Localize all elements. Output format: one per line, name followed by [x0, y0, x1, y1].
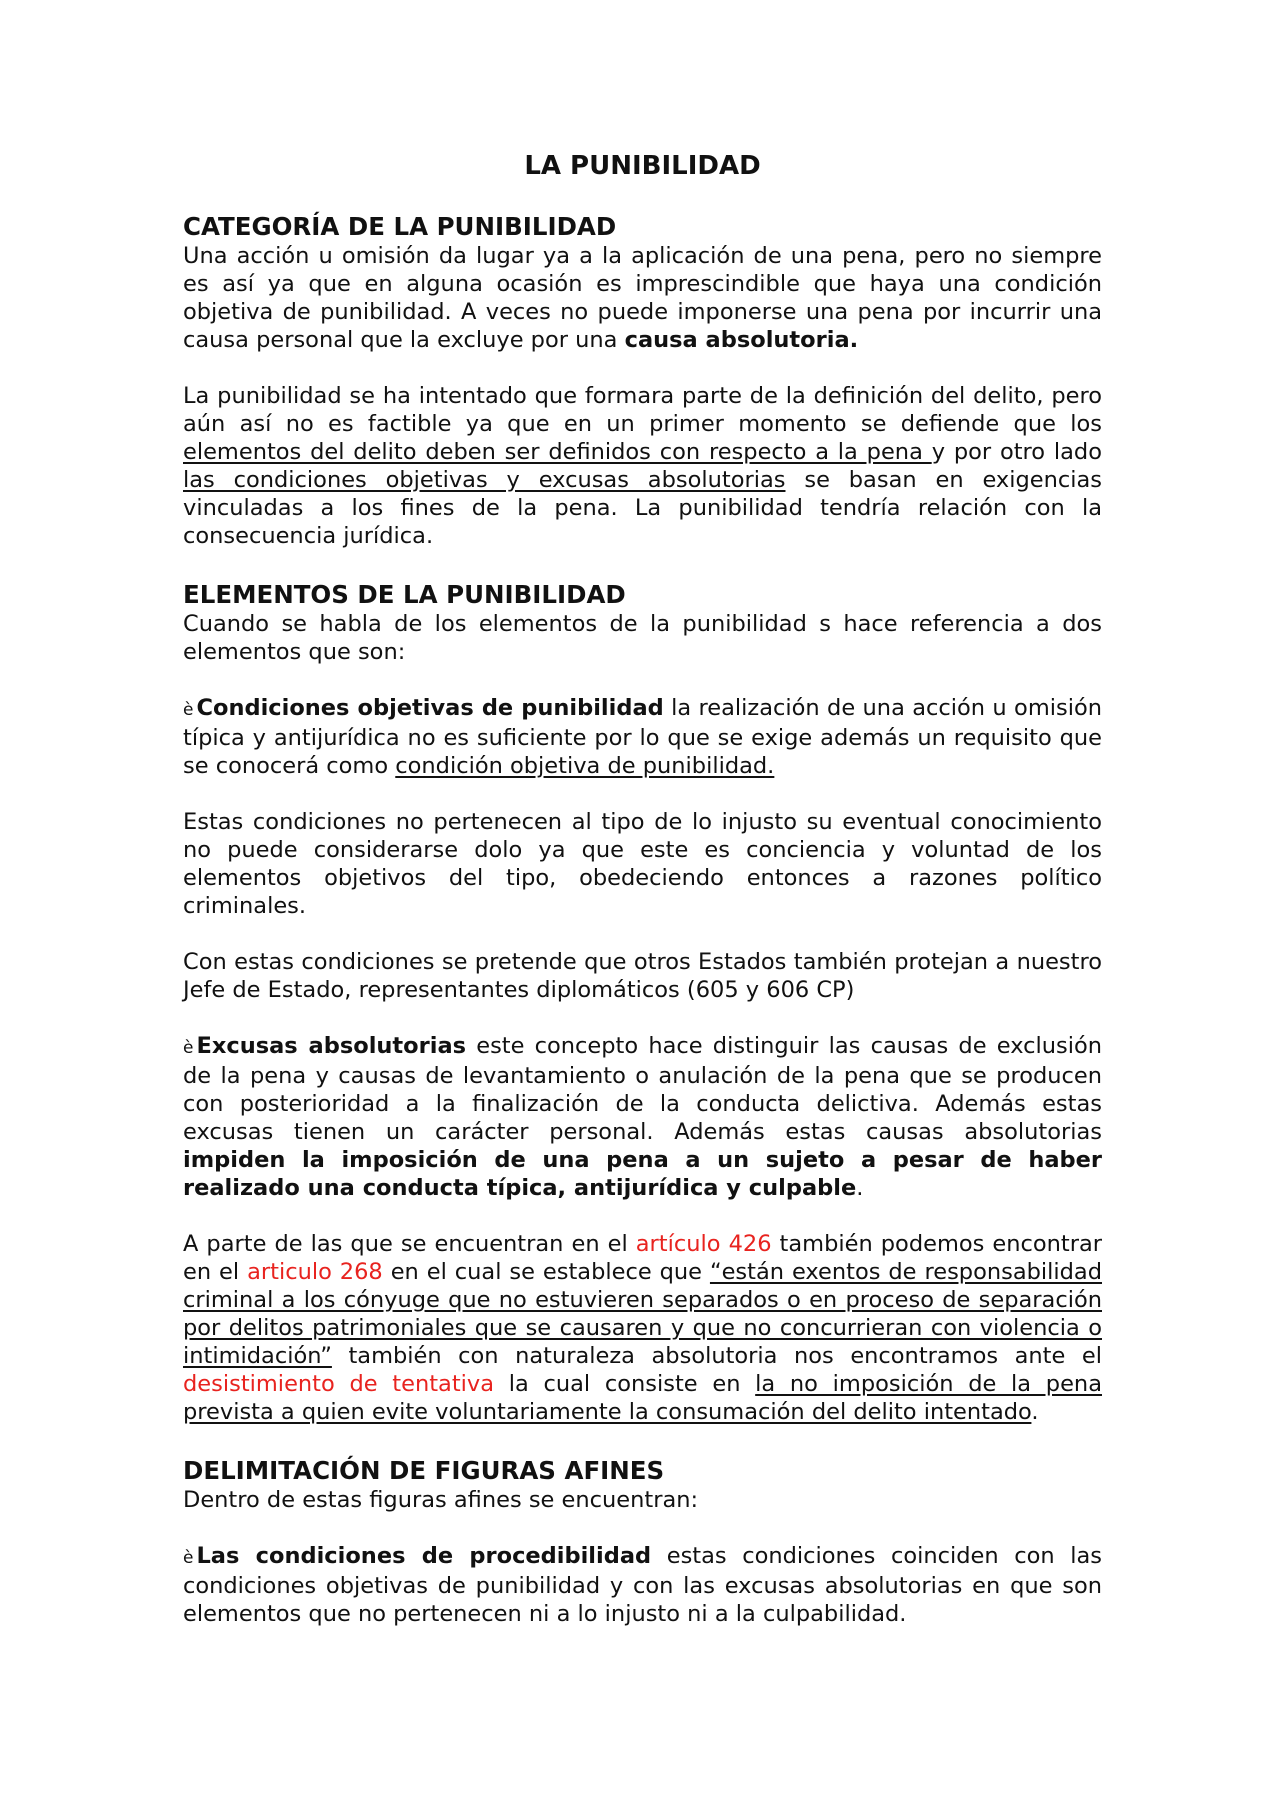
heading-categoria: CATEGORÍA DE LA PUNIBILIDAD [183, 212, 617, 241]
text-span: A parte de las que se encuentran en el [183, 1231, 636, 1257]
bold-impiden-imposicion: impiden la imposición de una pena a un sujeto a pesar de haber realizado una conducta típica, antijurídica y culpable [183, 1147, 1102, 1201]
underline-elementos-delito: elementos del delito deben ser definidos con respecto a la pena [183, 439, 932, 465]
text-span: se basan en exigencias vinculadas a los fines de la pena. La punibilidad tendría relación con la consecuencia jurídica. [183, 467, 1102, 549]
text-span: este concepto hace distinguir las causas de exclusión de la pena y causas de levantamiento o anulación de la pena que se producen con posterioridad a la finalización de la conducta delictiva. Además estas excusas tienen un carácter personal. Además estas causas absolutorias [183, 1033, 1103, 1145]
paragraph-con-estas: Con estas condiciones se pretende que otros Estados también protejan a nuestro Jefe de Estado, representantes diplomáticos (605 y 606 CP) [183, 949, 1102, 1003]
text-span: Una acción u omisión da lugar ya a la aplicación de una pena, pero no siempre es así ya que en alguna ocasión es imprescindible que haya una condición objetiva de punibilidad. A veces no puede imponerse una pena por incurrir una causa personal que la excluye por una [183, 243, 1102, 353]
paragraph-estas-condiciones: Estas condiciones no pertenecen al tipo de lo injusto su eventual conocimiento no puede considerarse dolo ya que este es conciencia y voluntad de los elementos objetivos del tipo, obedeciendo entonces a razones político criminales. [183, 809, 1102, 919]
red-desistimiento-tentativa: desistimiento de tentativa [183, 1371, 495, 1397]
paragraph-elementos-intro: Cuando se habla de los elementos de la punibilidad s hace referencia a dos elementos que son: [183, 611, 1102, 665]
text-span: . [856, 1175, 864, 1201]
text-span: también con naturaleza absolutoria nos encontramos ante el [331, 1343, 1102, 1369]
bold-excusas-absolutorias: Excusas absolutorias [196, 1033, 467, 1059]
paragraph-categoria-1 [183, 242, 1102, 354]
text-span: La punibilidad se ha intentado que formara parte de la definición del delito, pero aún así no es factible ya que en un primer momento se defiende que los [183, 383, 1102, 437]
document-title: LA PUNIBILIDAD [524, 151, 761, 181]
text-span: y por otro lado [931, 439, 1102, 465]
underline-exentos-quote: “están exentos de responsabilidad criminal a los cónyuge que no estuvieren separados o en proceso de separación por delitos patrimoniales que se causaren y que no concurrieran con violencia o intimidación” [183, 1259, 1102, 1369]
paragraph-a-parte [183, 1230, 1102, 1426]
bullet-condiciones-procedibilidad [183, 1542, 1102, 1628]
bold-causa-absolutoria: causa absolutoria. [624, 327, 859, 353]
bold-condiciones-procedibilidad: Las condiciones de procedibilidad [196, 1543, 652, 1569]
bullet-condiciones-objetivas [183, 694, 1102, 780]
underline-condiciones-objetivas: las condiciones objetivas y excusas absolutorias [183, 467, 786, 493]
bullet-excusas-absolutorias [183, 1032, 1102, 1202]
paragraph-categoria-2 [183, 382, 1102, 550]
text-span: la cual consiste en [494, 1371, 756, 1397]
text-span: . [1031, 1399, 1039, 1425]
red-articulo-426: artículo 426 [635, 1231, 772, 1257]
paragraph-delimitacion-intro: Dentro de estas figuras afines se encuentran: [183, 1487, 699, 1513]
text-span: la realización de una acción u omisión típica y antijurídica no es suficiente por lo que se exige además un requisito que se conocerá como [183, 695, 1102, 779]
arrow-bullet-icon: è [183, 700, 194, 720]
underline-condicion-objetiva: condición objetiva de punibilidad. [395, 753, 775, 779]
heading-delimitacion: DELIMITACIÓN DE FIGURAS AFINES [183, 1456, 665, 1485]
text-span: también podemos encontrar en el [183, 1231, 1102, 1285]
heading-elementos: ELEMENTOS DE LA PUNIBILIDAD [183, 580, 626, 609]
red-articulo-268: articulo 268 [247, 1259, 383, 1285]
bold-condiciones-objetivas: Condiciones objetivas de punibilidad [196, 695, 664, 721]
arrow-bullet-icon: è [183, 1548, 194, 1568]
underline-no-imposicion: la no imposición de la pena prevista a quien evite voluntariamente la consumación del delito intentado [183, 1371, 1102, 1425]
text-span: estas condiciones coinciden con las condiciones objetivas de punibilidad y con las excusas absolutorias en que son elementos que no pertenecen ni a lo injusto ni a la culpabilidad. [183, 1543, 1102, 1627]
document-page [183, 150, 1102, 1628]
arrow-bullet-icon: è [183, 1038, 194, 1058]
text-span: en el cual se establece que [382, 1259, 710, 1285]
